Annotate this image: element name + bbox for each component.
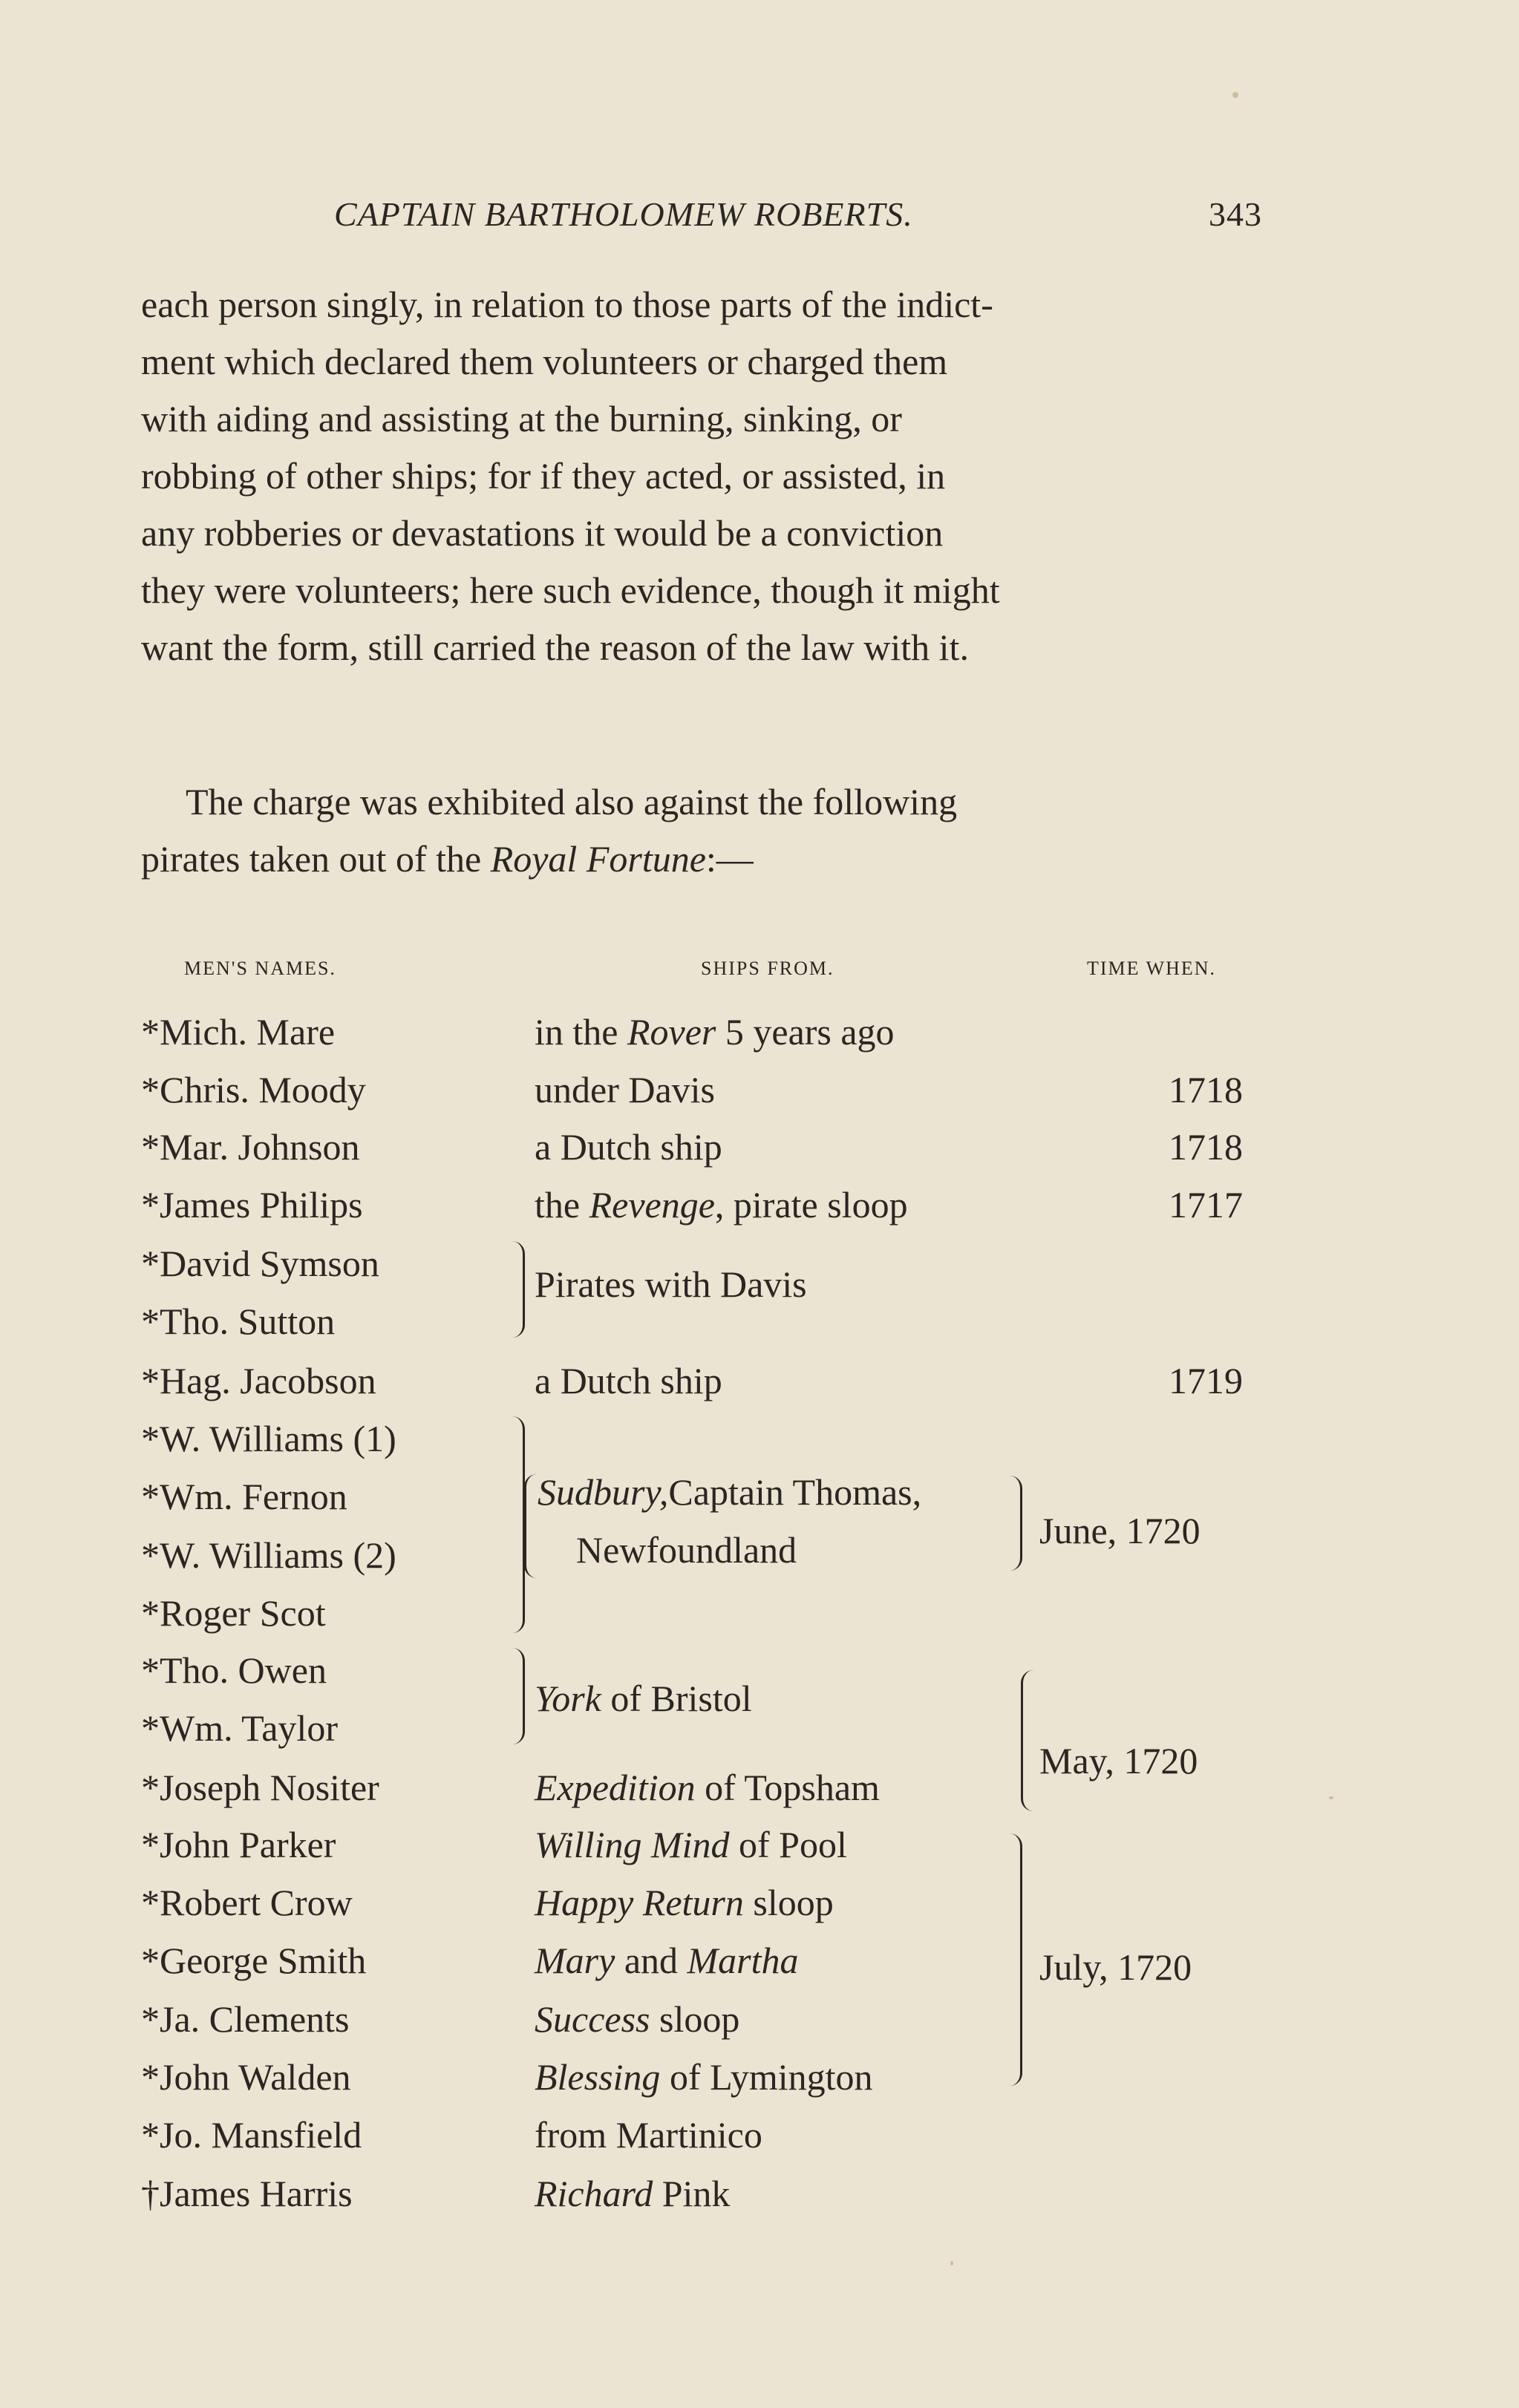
time-when: 1717: [1169, 1184, 1243, 1226]
ship-from: Pirates with Davis: [535, 1263, 807, 1305]
ship-from: [535, 1997, 739, 2041]
text-span: the: [535, 1184, 589, 1226]
pirate-name: *George Smith: [141, 1940, 367, 1981]
paragraph-indictment: [141, 276, 1262, 676]
text-line: each person singly, in relation to those parts of the indict-: [141, 284, 993, 325]
brace: [1010, 1476, 1022, 1571]
text-line: [141, 831, 1262, 888]
text-span: :—: [705, 838, 754, 880]
pirate-name: *Jo. Mansfield: [141, 2114, 362, 2156]
text-span: pirates taken out of the: [141, 838, 491, 880]
text-line: robbing of other ships; for if they acted, or assisted, in: [141, 455, 946, 497]
ship-from: a Dutch ship: [535, 1360, 722, 1401]
text-line: The charge was exhibited also against the following: [186, 781, 958, 822]
time-when: June, 1720: [1039, 1510, 1200, 1551]
brace: [512, 1241, 525, 1338]
ship-name: Sudbury,: [538, 1471, 669, 1513]
text-span: of Lymington: [660, 2056, 873, 2098]
text-line: any robberies or devastations it would be a conviction: [141, 512, 944, 554]
pirate-name: *Robert Crow: [141, 1882, 353, 1923]
time-when: July, 1720: [1039, 1946, 1192, 1988]
brace: [1021, 1670, 1033, 1811]
ship-name: Mary: [535, 1940, 615, 1981]
text-span: of Bristol: [601, 1678, 752, 1719]
ship-from: [535, 1182, 908, 1227]
ship-from: under Davis: [535, 1069, 715, 1110]
ship-from: [535, 2171, 730, 2216]
ship-name: Blessing: [535, 2056, 661, 2098]
brace: [1010, 1833, 1022, 2086]
header-names: MEN'S NAMES.: [184, 958, 336, 979]
ship-from: a Dutch ship: [535, 1126, 722, 1168]
pirate-name: †James Harris: [141, 2173, 353, 2214]
brace: [512, 1416, 525, 1633]
ship-from: from Martinico: [535, 2114, 762, 2156]
pirate-name: *Mar. Johnson: [141, 1126, 360, 1168]
text-span: and: [615, 1940, 687, 1981]
time-when: 1718: [1169, 1126, 1243, 1168]
pirate-name: *W. Williams (1): [141, 1418, 396, 1459]
text-span: sloop: [650, 1998, 740, 2040]
text-line: they were volunteers; here such evidence, though it might: [141, 569, 1000, 611]
pirate-name: *David Symson: [141, 1243, 379, 1284]
pirate-name: *Hag. Jacobson: [141, 1360, 376, 1401]
brace: [512, 1648, 525, 1744]
time-when: 1718: [1169, 1069, 1243, 1110]
ship-from: [535, 1765, 880, 1810]
text-span: sloop: [743, 1882, 834, 1923]
ship-from: [535, 1938, 799, 1983]
header-time: TIME WHEN.: [1087, 958, 1217, 979]
ship-from: [538, 1470, 921, 1514]
pirate-name: *Chris. Moody: [141, 1069, 366, 1110]
pirate-name: *Wm. Taylor: [141, 1707, 338, 1749]
ship-name: Royal Fortune: [490, 838, 706, 880]
pirate-name: *John Walden: [141, 2056, 351, 2098]
paragraph-charge: [141, 773, 1262, 888]
pirate-name: *Ja. Clements: [141, 1998, 350, 2040]
brace: [524, 1474, 537, 1578]
text-span: in the: [535, 1011, 627, 1053]
ship-from: [535, 1676, 752, 1721]
running-title: CAPTAIN BARTHOLOMEW ROBERTS.: [334, 195, 913, 233]
pirate-name: *Tho. Owen: [141, 1649, 327, 1691]
paper-speck: [1232, 92, 1238, 98]
page-number: 343: [1209, 195, 1262, 233]
ship-name: Expedition: [535, 1767, 696, 1808]
ship-name: Martha: [687, 1940, 799, 1981]
paper-speck: [950, 2261, 953, 2265]
ship-from: [535, 2055, 873, 2099]
ship-name: York: [535, 1678, 601, 1719]
ship-from: [535, 1880, 834, 1925]
ship-name: Rover: [627, 1011, 716, 1053]
time-when: May, 1720: [1039, 1740, 1198, 1782]
text-line: ment which declared them volunteers or charged them: [141, 341, 948, 382]
time-when: 1719: [1169, 1360, 1243, 1401]
ship-name: Revenge: [589, 1184, 715, 1226]
ship-name: Willing Mind: [535, 1824, 730, 1865]
ship-name: Happy Return: [535, 1882, 744, 1923]
pirate-name: *W. Williams (2): [141, 1534, 396, 1576]
text-span: Captain Thomas,: [668, 1471, 922, 1513]
pirate-name: *Joseph Nositer: [141, 1767, 379, 1808]
pirate-name: *Roger Scot: [141, 1592, 326, 1634]
pirate-name: *Tho. Sutton: [141, 1300, 336, 1342]
pirate-name: *John Parker: [141, 1824, 336, 1865]
ship-from: [535, 1822, 847, 1867]
text-span: Pink: [653, 2173, 731, 2214]
pirate-name: *Mich. Mare: [141, 1011, 336, 1053]
paper-speck: [1329, 1796, 1333, 1799]
text-span: 5 years ago: [716, 1011, 895, 1053]
text-span: , pirate sloop: [714, 1184, 908, 1226]
text-span: of Topsham: [695, 1767, 880, 1808]
text-span: of Pool: [729, 1824, 847, 1865]
ship-from: [535, 1010, 895, 1054]
text-line: want the form, still carried the reason of the law with it.: [141, 626, 969, 668]
ship-name: Success: [535, 1998, 650, 2040]
ship-from: Newfoundland: [576, 1529, 797, 1571]
ship-name: Richard: [535, 2173, 653, 2214]
header-ships: SHIPS FROM.: [701, 958, 834, 979]
pirate-name: *Wm. Fernon: [141, 1476, 347, 1517]
text-line: with aiding and assisting at the burning, sinking, or: [141, 398, 902, 439]
pirate-name: *James Philips: [141, 1184, 363, 1226]
